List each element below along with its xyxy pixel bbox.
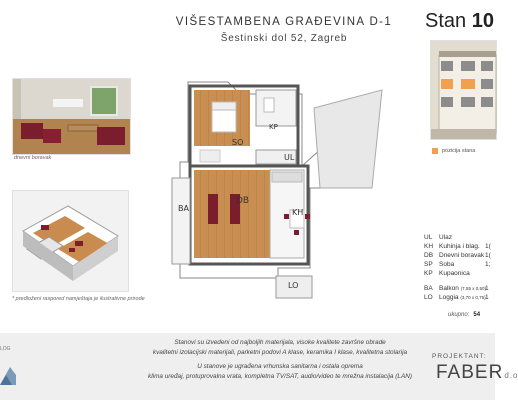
outdoor-dimensions: (3,70 x 0,75) <box>460 295 486 300</box>
room-code: KP <box>424 270 433 277</box>
unit-number: 10 <box>471 10 494 32</box>
plan-label-ba: BA <box>178 204 189 213</box>
furniture-disclaimer: * predloženi raspored namještaja je ilustrativne prirode <box>12 296 145 302</box>
total-area <box>448 312 480 318</box>
room-code: LO <box>424 294 433 301</box>
room-code: UL <box>424 234 433 241</box>
apartment-3d-render <box>12 190 129 292</box>
room-code: DB <box>424 252 434 259</box>
plan-label-so: SO <box>232 138 244 147</box>
room-row <box>424 260 495 269</box>
room-area: 1( <box>485 252 491 259</box>
outdoor-name: Loggia <box>439 294 459 301</box>
living-room-caption: dnevni boravak <box>14 155 52 161</box>
footer-description <box>135 338 425 381</box>
floor-plan <box>160 78 390 308</box>
total-label: ukupno: <box>448 312 470 318</box>
room-name: Dnevni boravak <box>439 252 485 259</box>
building-render <box>430 40 497 140</box>
room-name: Kupaonica <box>439 270 470 277</box>
room-row <box>424 251 495 260</box>
room-name: Kuhinja i blag. <box>439 243 480 250</box>
footer-line: kvalitetni izolacijski materijali, parketni podovi A klase, keramika I klase, kvalitetna stolarija <box>152 348 408 356</box>
left-logo <box>0 345 16 390</box>
room-area: 1; <box>485 261 491 268</box>
plan-label-kp: KP <box>269 123 278 131</box>
room-code: SP <box>424 261 433 268</box>
faber-logo <box>436 362 518 384</box>
outdoor-dimensions: (7,55 x 0,50) <box>460 286 486 291</box>
room-row <box>424 242 495 251</box>
room-code: KH <box>424 243 434 250</box>
outdoor-name: Balkon <box>439 285 459 292</box>
room-row <box>424 269 495 278</box>
outdoor-row <box>424 293 495 302</box>
faber-suffix: d.o <box>504 371 518 380</box>
plan-label-lo: LO <box>288 281 299 290</box>
room-name <box>439 294 485 301</box>
room-code: BA <box>424 285 433 292</box>
left-logo-text: LOG <box>0 346 11 352</box>
room-area: 1 <box>485 294 489 301</box>
position-legend <box>432 148 475 154</box>
room-name <box>439 285 485 292</box>
plan-label-db: DB <box>236 196 250 206</box>
unit-label: Stan <box>425 10 467 32</box>
plan-label-ul: UL <box>284 153 295 162</box>
total-value: 54 <box>473 312 481 318</box>
unit-title <box>425 10 494 33</box>
outdoor-row <box>424 284 495 293</box>
living-room-render <box>12 78 131 155</box>
plan-label-kh: KH <box>292 208 304 217</box>
position-swatch <box>432 148 438 154</box>
projektant-label: PROJEKTANT: <box>432 353 487 360</box>
room-area: 1( <box>485 243 491 250</box>
footer-line: Stanovi su izvedeni od najboljih materijala, visoke kvalitete završne obrade <box>174 339 386 346</box>
room-area: 1 <box>485 285 489 292</box>
footer-line: U stanove je ugrađena vrhunska sanitarna i ostala oprema <box>197 363 363 370</box>
room-row <box>424 233 495 242</box>
building-address: Šestinski dol 52, Zagreb <box>220 33 348 44</box>
room-name: Soba <box>439 261 455 268</box>
room-name: Ulaz <box>439 234 453 241</box>
position-legend-label: pozicija stana <box>442 148 476 154</box>
room-area-table <box>424 233 495 302</box>
faber-name: FABER <box>436 362 504 383</box>
building-title: VIŠESTAMBENA GRAĐEVINA D-1 <box>175 16 393 28</box>
footer-line: klima uređaj, protuprovalna vrata, kompletna TV/SAT, audio/video te mrežna instalacija (LAN) <box>148 372 412 380</box>
